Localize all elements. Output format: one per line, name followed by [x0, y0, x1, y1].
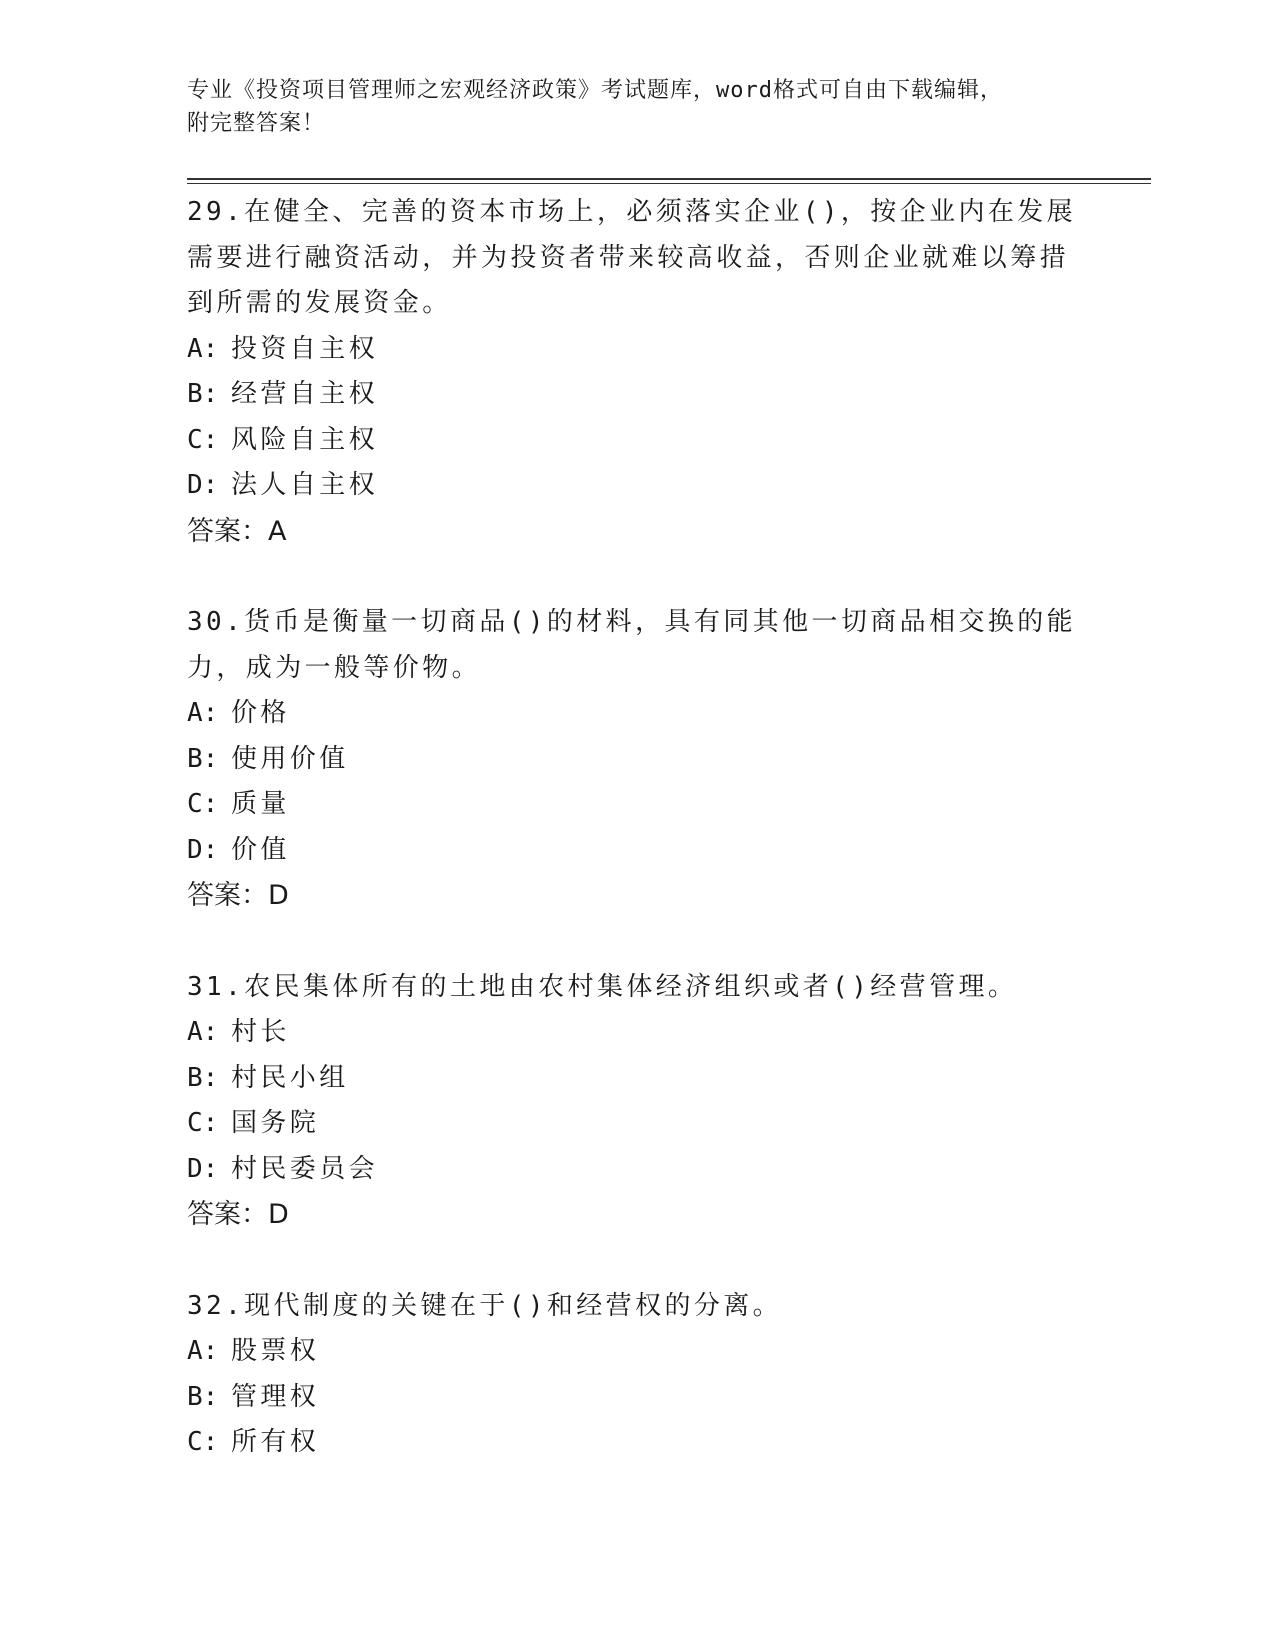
header-divider-thin — [187, 183, 1151, 184]
option-a — [187, 1010, 1087, 1056]
option-letter: D: — [187, 470, 219, 500]
option-d — [187, 1147, 1087, 1193]
question-stem: 32.现代制度的关键在于()和经营权的分离。 — [187, 1290, 783, 1321]
answer-label: 答案： — [187, 1199, 268, 1230]
question-30 — [187, 600, 1087, 919]
option-c — [187, 1101, 1087, 1147]
option-text: 村长 — [231, 1017, 290, 1047]
option-text: 管理权 — [231, 1381, 320, 1412]
option-letter: A: — [187, 333, 219, 364]
header-divider-thick — [187, 178, 1151, 180]
answer-line — [187, 1192, 1087, 1238]
option-text: 质量 — [231, 789, 290, 819]
option-c — [187, 418, 1087, 464]
option-letter: B: — [187, 1062, 219, 1093]
answer-value: A — [268, 515, 287, 547]
option-letter: C: — [187, 424, 219, 455]
option-letter: D: — [187, 834, 219, 865]
option-text: 投资自主权 — [231, 333, 379, 364]
option-a — [187, 691, 1087, 737]
question-29 — [187, 190, 1087, 554]
option-a — [187, 327, 1087, 373]
option-a — [187, 1329, 1087, 1375]
question-stem: 29.在健全、完善的资本市场上，必须落实企业()，按企业内在发展需要进行融资活动，并为投资者带来较高收益，否则企业就难以筹措到所需的发展资金。 — [187, 197, 1077, 318]
option-text: 所有权 — [231, 1427, 320, 1457]
document-header — [187, 74, 1067, 140]
option-letter: A: — [187, 1336, 219, 1366]
option-letter: B: — [187, 743, 219, 774]
option-text: 价格 — [231, 698, 290, 728]
option-c — [187, 1420, 1087, 1466]
option-letter: B: — [187, 379, 219, 409]
option-text: 村民委员会 — [231, 1153, 379, 1184]
header-line-1: 专业《投资项目管理师之宏观经济政策》考试题库，word格式可自由下载编辑， — [187, 78, 1003, 103]
question-32 — [187, 1284, 1087, 1466]
option-text: 价值 — [231, 834, 290, 865]
option-text: 经营自主权 — [231, 379, 379, 409]
option-text: 国务院 — [231, 1108, 320, 1138]
option-b — [187, 372, 1087, 418]
option-d — [187, 463, 1087, 509]
answer-line — [187, 873, 1087, 919]
header-line-2: 附完整答案！ — [187, 111, 326, 136]
option-b — [187, 737, 1087, 783]
answer-value: D — [268, 880, 289, 911]
option-letter: D: — [187, 1153, 219, 1184]
question-stem: 30.货币是衡量一切商品()的材料，具有同其他一切商品相交换的能力，成为一般等价物。 — [187, 607, 1077, 683]
option-letter: C: — [187, 789, 219, 819]
option-c — [187, 782, 1087, 828]
answer-value: D — [268, 1199, 289, 1230]
option-text: 法人自主权 — [231, 470, 379, 500]
option-letter: B: — [187, 1381, 219, 1412]
answer-line — [187, 509, 1087, 555]
option-letter: A: — [187, 1017, 219, 1047]
option-b — [187, 1056, 1087, 1102]
option-text: 使用价值 — [231, 743, 349, 774]
question-31 — [187, 965, 1087, 1238]
option-b — [187, 1375, 1087, 1421]
option-d — [187, 828, 1087, 874]
option-letter: A: — [187, 698, 219, 728]
question-list — [187, 190, 1087, 1466]
answer-label: 答案： — [187, 880, 268, 911]
option-letter: C: — [187, 1108, 219, 1138]
option-text: 股票权 — [231, 1336, 320, 1366]
option-text: 风险自主权 — [231, 424, 379, 455]
question-stem: 31.农民集体所有的土地由农村集体经济组织或者()经营管理。 — [187, 971, 1018, 1002]
option-text: 村民小组 — [231, 1062, 349, 1093]
option-letter: C: — [187, 1427, 219, 1457]
answer-label: 答案： — [187, 515, 268, 547]
